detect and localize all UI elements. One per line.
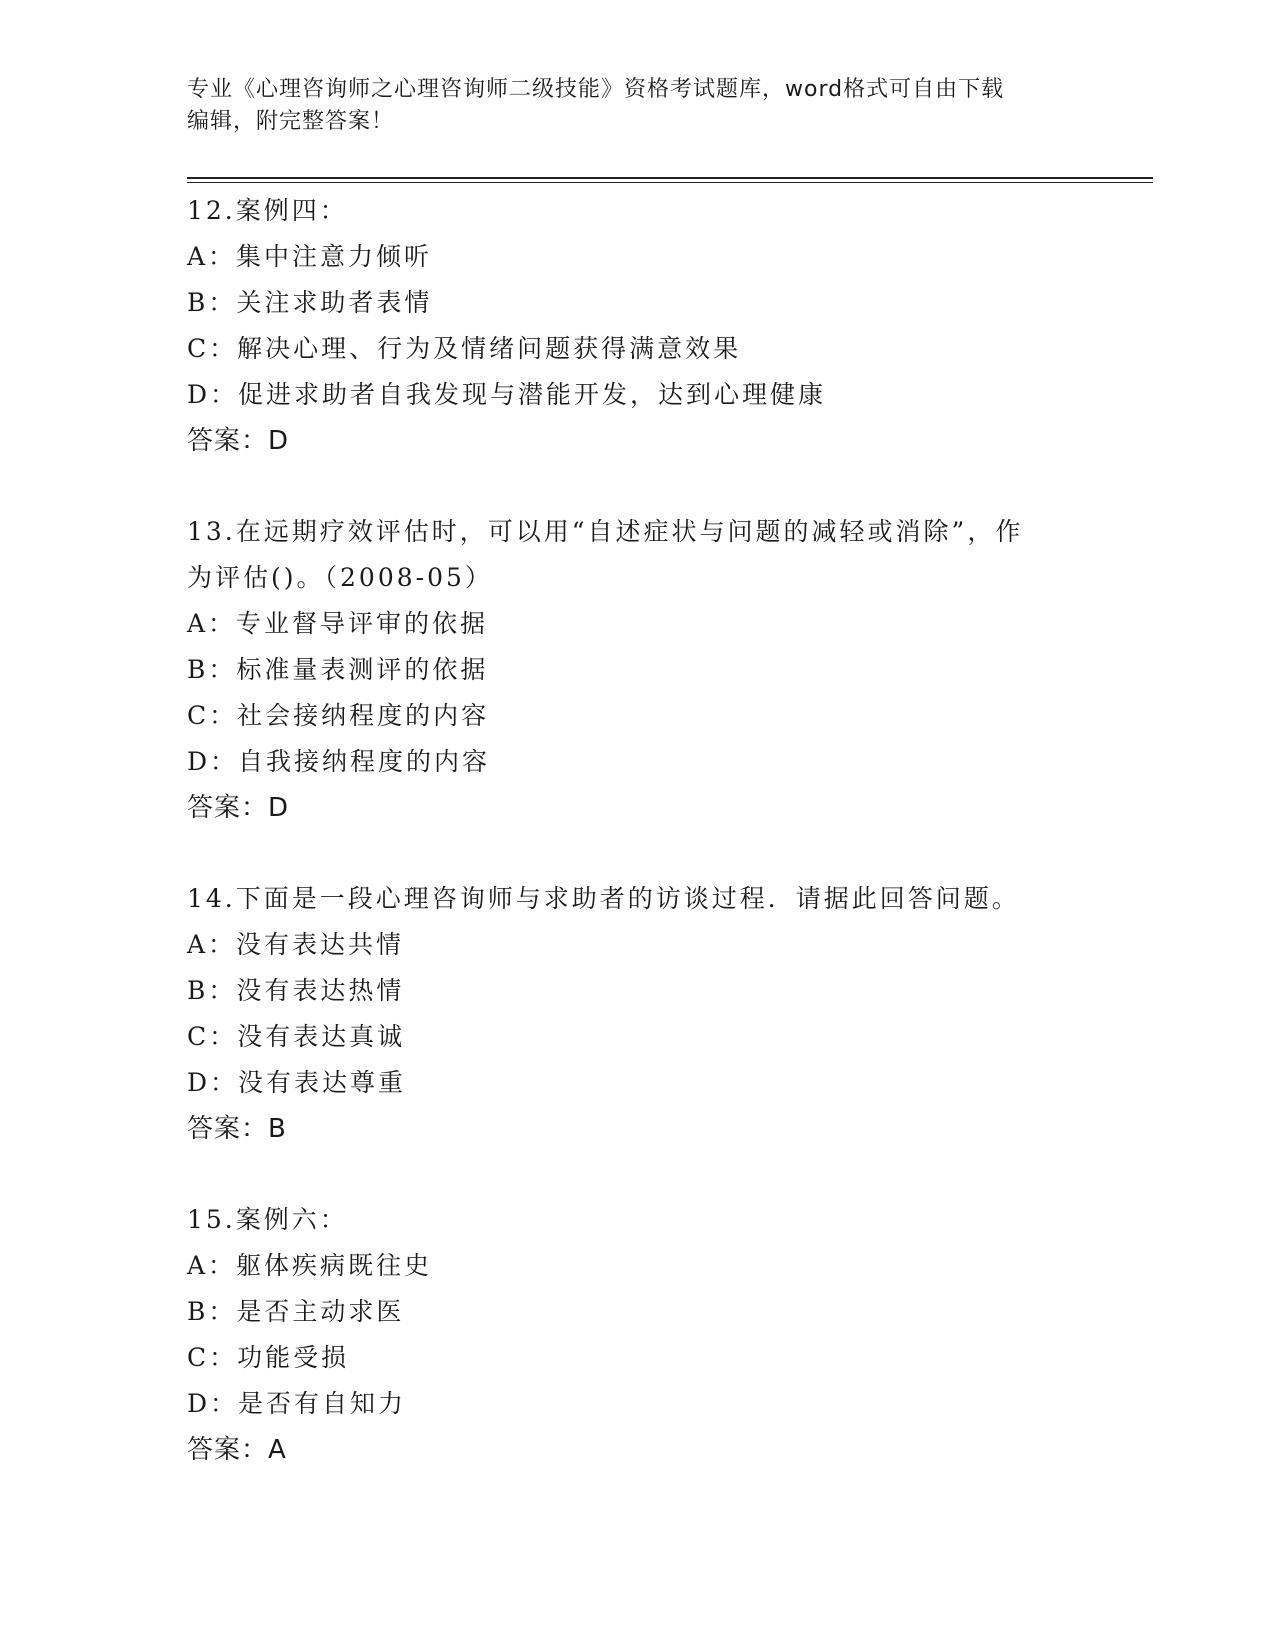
- option-a: A：集中注意力倾听: [187, 242, 433, 271]
- header-line-1: 专业《心理咨询师之心理咨询师二级技能》资格考试题库，word格式可自由下载: [187, 77, 1005, 102]
- option-d: D：自我接纳程度的内容: [187, 747, 491, 776]
- question-stem-continued: 为评估()。（2008-05）: [187, 563, 493, 592]
- option-c: C：解决心理、行为及情绪问题获得满意效果: [187, 334, 742, 363]
- answer-label: 答案：B: [187, 1114, 287, 1144]
- question-stem: 12.案例四：: [187, 196, 348, 225]
- question-stem: 14.下面是一段心理咨询师与求助者的访谈过程．请据此回答问题。: [187, 884, 1020, 913]
- answer-label: 答案：D: [187, 793, 290, 823]
- question-13: [187, 509, 1087, 831]
- option-c: C：功能受损: [187, 1343, 350, 1372]
- question-14: [187, 876, 1087, 1152]
- header-rule-thick: [187, 177, 1153, 179]
- question-stem: 15.案例六：: [187, 1205, 348, 1234]
- question-15: [187, 1197, 1087, 1473]
- option-d: D：没有表达尊重: [187, 1068, 407, 1097]
- option-b: B：没有表达热情: [187, 976, 405, 1005]
- header-rule-thin: [187, 182, 1153, 183]
- question-list: [187, 188, 1087, 1518]
- option-a: A：没有表达共情: [187, 930, 405, 959]
- question-12: [187, 188, 1087, 464]
- header-line-2: 编辑，附完整答案！: [187, 109, 395, 134]
- option-c: C：社会接纳程度的内容: [187, 701, 490, 730]
- option-b: B：是否主动求医: [187, 1297, 405, 1326]
- option-c: C：没有表达真诚: [187, 1022, 406, 1051]
- option-a: A：躯体疾病既往史: [187, 1251, 433, 1280]
- option-d: D：促进求助者自我发现与潜能开发，达到心理健康: [187, 380, 827, 409]
- answer-label: 答案：A: [187, 1435, 287, 1465]
- document-header: [187, 74, 1067, 138]
- option-a: A：专业督导评审的依据: [187, 609, 489, 638]
- answer-label: 答案：D: [187, 426, 290, 456]
- option-b: B：关注求助者表情: [187, 288, 433, 317]
- option-b: B：标准量表测评的依据: [187, 655, 489, 684]
- option-d: D：是否有自知力: [187, 1389, 407, 1418]
- question-stem: 13.在远期疗效评估时，可以用“自述症状与问题的减轻或消除”，作: [187, 517, 1024, 546]
